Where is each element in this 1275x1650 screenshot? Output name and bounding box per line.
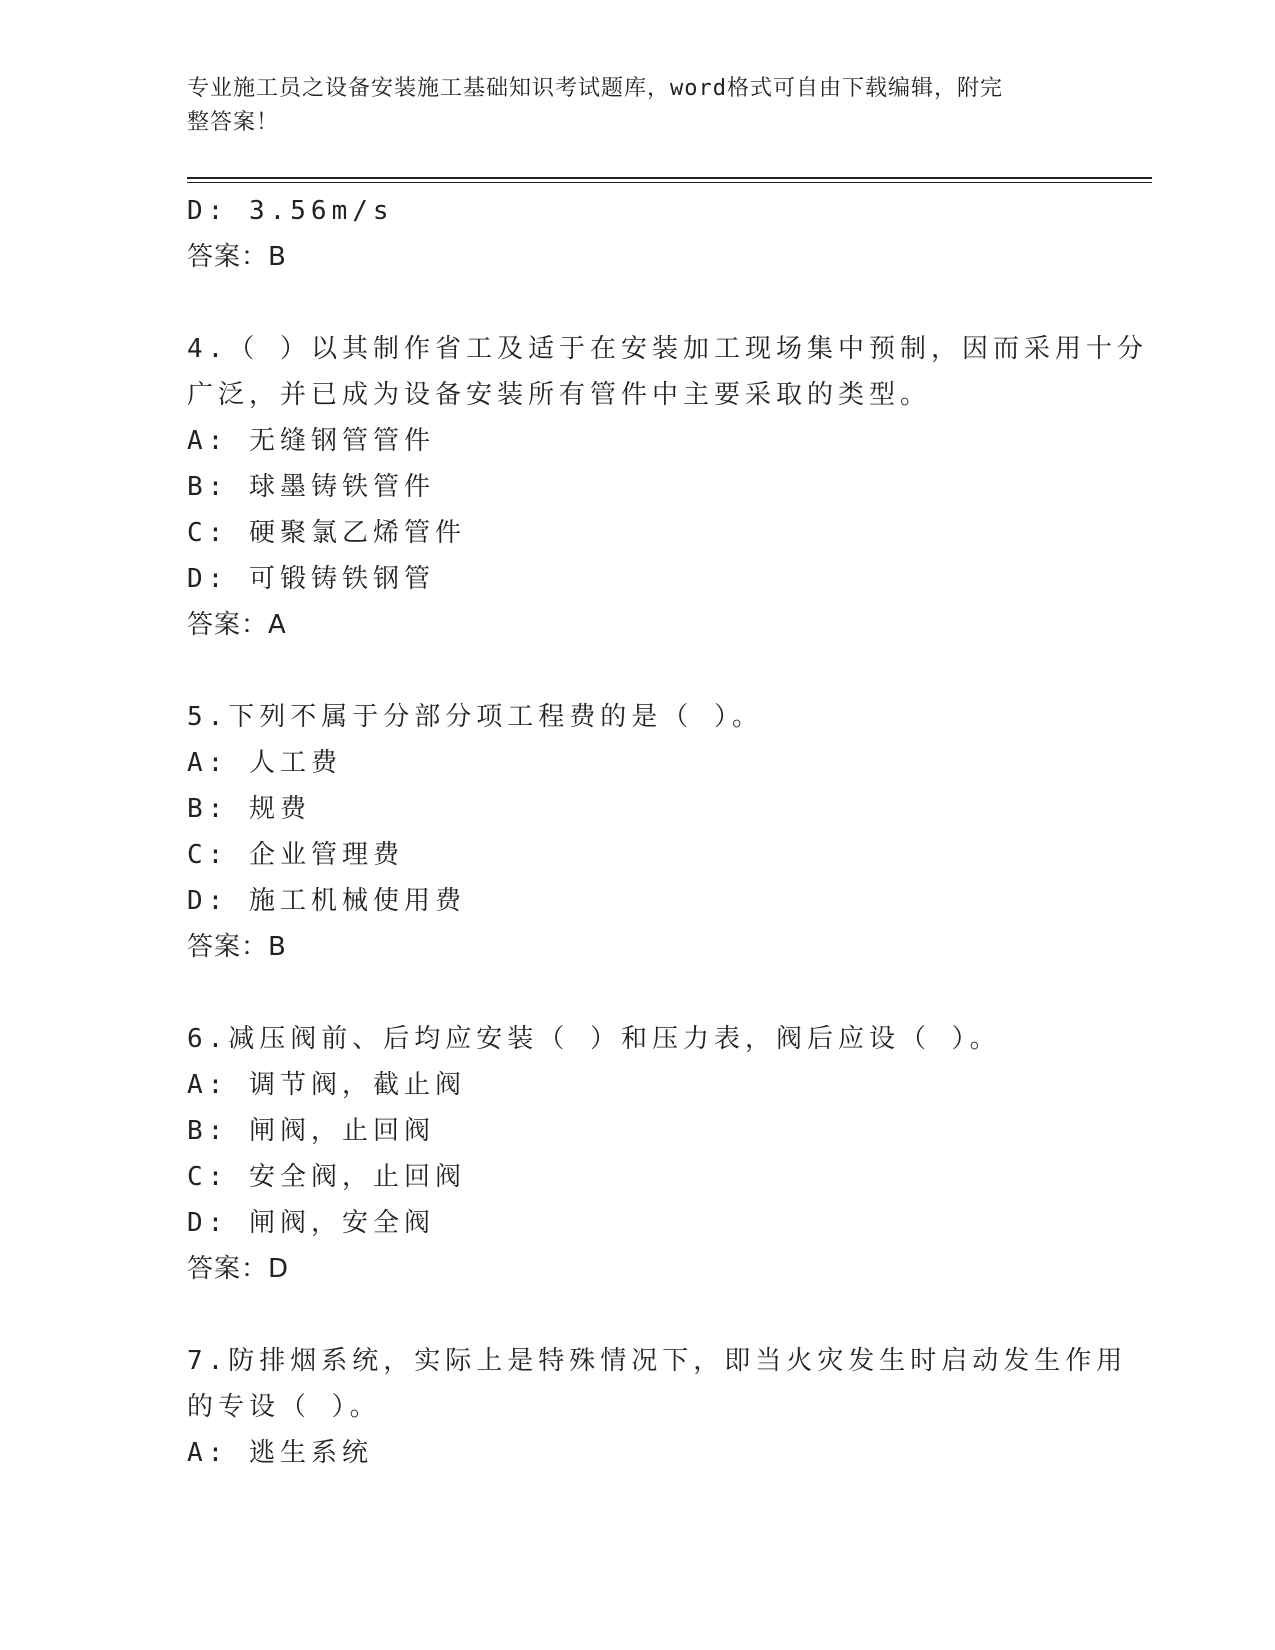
spacer <box>187 648 1087 694</box>
header-divider <box>187 177 1152 179</box>
option-c: C: 安全阀，止回阀 <box>187 1162 466 1192</box>
question-6 <box>187 1016 1087 1292</box>
option-d: D: 可锻铸铁钢管 <box>187 564 435 594</box>
option-c: C: 硬聚氯乙烯管件 <box>187 518 466 548</box>
spacer <box>187 970 1087 1016</box>
header-line-1: 专业施工员之设备安装施工基础知识考试题库，word格式可自由下载编辑，附完 <box>187 76 1003 101</box>
option-b: B: 规费 <box>187 794 311 824</box>
option-d: D: 施工机械使用费 <box>187 886 466 916</box>
question-text: 4.（ ）以其制作省工及适于在安装加工现场集中预制，因而采用十分 <box>187 334 1148 364</box>
answer: 答案：B <box>187 242 287 272</box>
option-a: A: 人工费 <box>187 748 342 778</box>
question-text: 6.减压阀前、后均应安装（ ）和压力表，阀后应设（ ）。 <box>187 1024 1001 1054</box>
question-text-cont: 广泛，并已成为设备安装所有管件中主要采取的类型。 <box>187 380 932 410</box>
question-4 <box>187 326 1148 648</box>
spacer <box>187 280 1087 326</box>
answer: 答案：D <box>187 1254 290 1284</box>
question-5 <box>187 694 1087 970</box>
question-text: 7.防排烟系统，实际上是特殊情况下，即当火灾发生时启动发生作用 <box>187 1346 1128 1376</box>
option-a: A: 逃生系统 <box>187 1438 373 1468</box>
question-text: 5.下列不属于分部分项工程费的是（ ）。 <box>187 702 763 732</box>
option-c: C: 企业管理费 <box>187 840 404 870</box>
question-text-cont: 的专设（ ）。 <box>187 1392 381 1422</box>
option-a: A: 无缝钢管管件 <box>187 426 435 456</box>
option-b: B: 闸阀，止回阀 <box>187 1116 435 1146</box>
page-header <box>187 72 1067 140</box>
question-list <box>187 188 1148 1476</box>
question-7 <box>187 1338 1128 1476</box>
option-a: A: 调节阀，截止阀 <box>187 1070 466 1100</box>
option-b: B: 球墨铸铁管件 <box>187 472 435 502</box>
option-d: D: 3.56m/s <box>187 196 394 226</box>
header-line-2: 整答案！ <box>187 110 280 135</box>
option-d: D: 闸阀，安全阀 <box>187 1208 435 1238</box>
answer: 答案：A <box>187 610 287 640</box>
answer: 答案：B <box>187 932 287 962</box>
spacer <box>187 1292 1087 1338</box>
